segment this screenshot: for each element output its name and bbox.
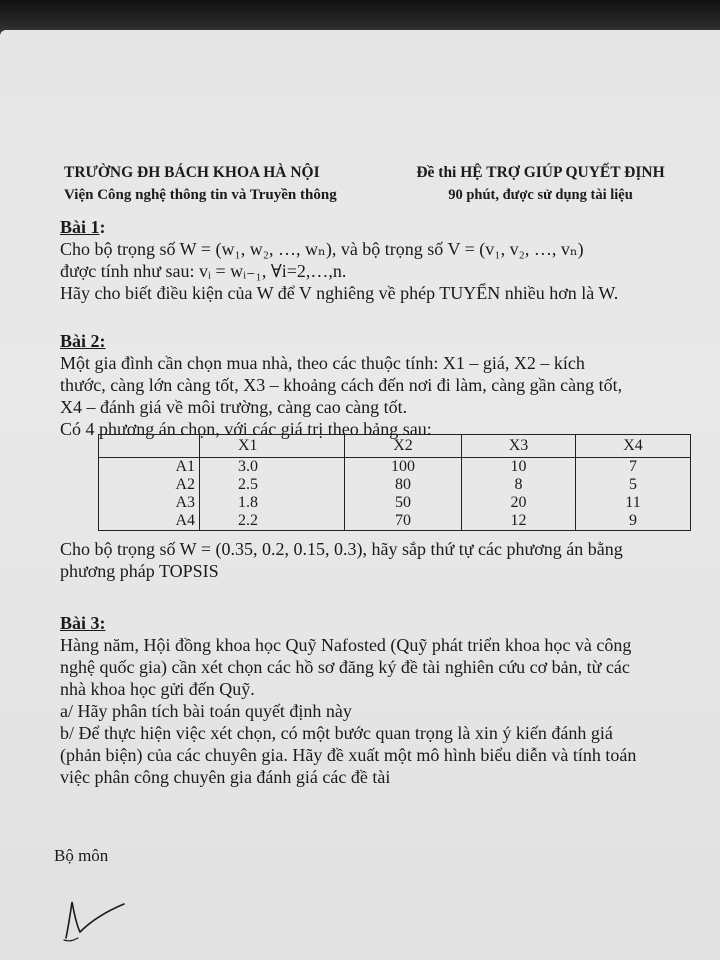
bai1-line-1: Cho bộ trọng số W = (w₁, w₂, …, wₙ), và bộ trọng số V = (v₁, v₂, …, vₙ)	[60, 239, 584, 259]
bai3-line-3: nhà khoa học gửi đến Quỹ.	[60, 679, 255, 699]
bai1-title-colon: :	[99, 217, 106, 237]
cell-x4: 11	[576, 494, 691, 512]
bai1-line-2: được tính như sau: vᵢ = wᵢ₋₁, ∀i=2,…,n.	[60, 261, 347, 281]
cell-x2: 80	[345, 476, 462, 494]
bai3-line-6: (phản biện) của các chuyên gia. Hãy đề xuất một mô hình biểu diễn và tính toán	[60, 745, 637, 765]
bai2-after-table	[60, 538, 710, 582]
bai2-after-line-2: phương pháp TOPSIS	[60, 561, 219, 581]
bai2-line-4: Có 4 phương án chọn, với các giá trị theo bảng sau:	[60, 419, 432, 439]
cell-x1: 2.5	[200, 476, 345, 494]
bai3-line-2: nghệ quốc gia) cần xét chọn các hồ sơ đăng ký đề tài nghiên cứu cơ bản, từ các	[60, 657, 630, 677]
bai3-line-4: a/ Hãy phân tích bài toán quyết định này	[60, 701, 352, 721]
cell-x1: 1.8	[200, 494, 345, 512]
bai3-line-5: b/ Để thực hiện việc xét chọn, có một bước quan trọng là xin ý kiến đánh giá	[60, 723, 613, 743]
cell-x1: 3.0	[200, 458, 345, 477]
department-label: Bộ môn	[54, 846, 109, 865]
section-bai-1	[60, 216, 700, 304]
table-header-row	[99, 435, 691, 458]
row-label: A1	[99, 458, 200, 477]
row-label: A2	[99, 476, 200, 494]
bai2-line-2: thước, càng lớn càng tốt, X3 – khoảng cách đến nơi đi làm, càng gần càng tốt,	[60, 375, 623, 395]
table-header-blank	[99, 435, 200, 458]
exam-note: 90 phút, được sử dụng tài liệu	[448, 187, 633, 203]
cell-x3: 12	[462, 512, 576, 531]
bai3-line-7: việc phân công chuyên gia đánh giá các đề tài	[60, 767, 391, 787]
cell-x4: 9	[576, 512, 691, 531]
alternatives-table	[98, 434, 691, 531]
bai1-line-3: Hãy cho biết điều kiện của W để V nghiêng về phép TUYỂN nhiều hơn là W.	[60, 283, 619, 303]
section-bai-3	[60, 612, 700, 788]
university-name: TRƯỜNG ĐH BÁCH KHOA HÀ NỘI	[64, 164, 320, 181]
bai2-after-line-1: Cho bộ trọng số W = (0.35, 0.2, 0.15, 0.3), hãy sắp thứ tự các phương án bằng	[60, 539, 623, 559]
institute-name: Viện Công nghệ thông tin và Truyền thông	[64, 187, 337, 203]
header-right	[408, 162, 673, 206]
cell-x4: 5	[576, 476, 691, 494]
bai1-title: Bài 1	[60, 217, 100, 237]
table-row	[99, 494, 691, 512]
section-bai-2	[60, 330, 700, 440]
cell-x3: 10	[462, 458, 576, 477]
cell-x2: 100	[345, 458, 462, 477]
cell-x3: 8	[462, 476, 576, 494]
table-header-x3: X3	[462, 435, 576, 458]
exam-title: Đề thi HỆ TRỢ GIÚP QUYẾT ĐỊNH	[416, 164, 665, 181]
table-header-x4: X4	[576, 435, 691, 458]
row-label: A4	[99, 512, 200, 531]
table-row	[99, 476, 691, 494]
cell-x3: 20	[462, 494, 576, 512]
row-label: A3	[99, 494, 200, 512]
bai3-line-1: Hàng năm, Hội đồng khoa học Quỹ Nafosted (Quỹ phát triển khoa học và công	[60, 635, 632, 655]
cell-x2: 50	[345, 494, 462, 512]
table-row	[99, 458, 691, 477]
table-header-x2: X2	[345, 435, 462, 458]
bai3-title: Bài 3:	[60, 613, 106, 633]
bai2-line-1: Một gia đình cần chọn mua nhà, theo các thuộc tính: X1 – giá, X2 – kích	[60, 353, 585, 373]
bai2-title: Bài 2:	[60, 331, 106, 351]
bai2-line-3: X4 – đánh giá về môi trường, càng cao càng tốt.	[60, 397, 408, 417]
cell-x2: 70	[345, 512, 462, 531]
cell-x1: 2.2	[200, 512, 345, 531]
cell-x4: 7	[576, 458, 691, 477]
table-header-x1: X1	[200, 435, 345, 458]
handwritten-signature	[54, 888, 144, 948]
header-left	[64, 162, 337, 206]
table-row	[99, 512, 691, 531]
